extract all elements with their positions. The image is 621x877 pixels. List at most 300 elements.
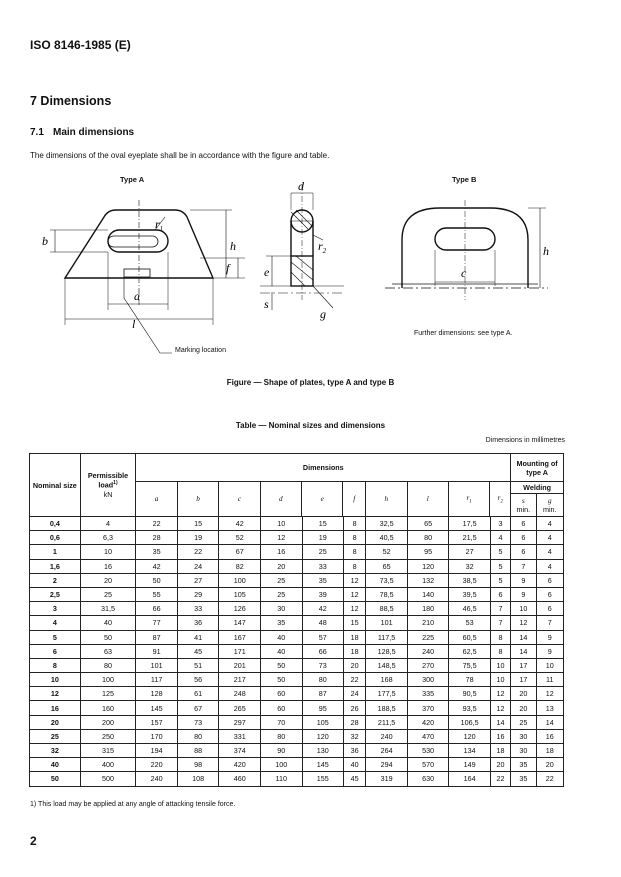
table-cell: 155 (302, 772, 344, 786)
table-cell: 225 (407, 630, 449, 644)
table-cell: 56 (177, 673, 219, 687)
table-cell: 3 (30, 602, 81, 616)
table-cell: 630 (407, 772, 449, 786)
table-cell: 22 (490, 772, 510, 786)
table-cell: 315 (80, 744, 136, 758)
table-cell: 8 (490, 644, 510, 658)
table-cell: 18 (536, 744, 564, 758)
dim-b-label: b (42, 234, 48, 248)
table-cell: 12 (536, 687, 564, 701)
table-cell: 180 (407, 602, 449, 616)
table-cell: 12 (344, 602, 366, 616)
table-cell: 16 (260, 545, 302, 559)
table-cell: 67 (219, 545, 261, 559)
table-cell: 1 (30, 545, 81, 559)
table-cell: 300 (407, 673, 449, 687)
section-title: 7 Dimensions (30, 94, 112, 108)
table-cell: 5 (490, 573, 510, 587)
table-cell: 16 (536, 729, 564, 743)
table-cell: 240 (366, 729, 408, 743)
table-cell: 4 (536, 545, 564, 559)
table-cell: 177,5 (366, 687, 408, 701)
table-cell: 27 (449, 545, 491, 559)
table-cell: 22 (177, 545, 219, 559)
sym-r1: $r_1$ (448, 482, 489, 516)
table-cell: 32 (449, 559, 491, 573)
table-cell: 22 (536, 772, 564, 786)
table-row (30, 772, 564, 786)
table-cell: 66 (136, 602, 178, 616)
table-cell: 217 (219, 673, 261, 687)
table-cell: 65 (366, 559, 408, 573)
table-cell: 6 (511, 517, 536, 531)
table-cell: 61 (177, 687, 219, 701)
page-number: 2 (30, 834, 37, 848)
table-cell: 10 (511, 602, 536, 616)
table-cell: 19 (302, 531, 344, 545)
table-cell: 10 (260, 517, 302, 531)
table-cell: 132 (407, 573, 449, 587)
table-cell: 52 (219, 531, 261, 545)
table-cell: 38,5 (449, 573, 491, 587)
dim-d-label: d (298, 180, 304, 193)
table-cell: 331 (219, 729, 261, 743)
table-cell: 2,5 (30, 587, 81, 601)
table-cell: 33 (177, 602, 219, 616)
table-row (30, 602, 564, 616)
table-cell: 93,5 (449, 701, 491, 715)
table-cell: 105 (302, 715, 344, 729)
table-cell: 101 (366, 616, 408, 630)
table-cell: 91 (136, 644, 178, 658)
table-cell: 42 (219, 517, 261, 531)
table-cell: 20 (30, 715, 81, 729)
table-cell: 9 (536, 630, 564, 644)
table-cell: 7 (511, 559, 536, 573)
table-cell: 66 (302, 644, 344, 658)
table-cell: 88 (177, 744, 219, 758)
table-cell: 36 (177, 616, 219, 630)
table-cell: 16 (80, 559, 136, 573)
table-cell: 149 (449, 758, 491, 772)
table-cell: 50 (136, 573, 178, 587)
header-permissible-load: Permissible load$^{1)}$ kN (80, 454, 136, 517)
table-cell: 4 (536, 531, 564, 545)
table-cell: 75,5 (449, 658, 491, 672)
table-cell: 32 (30, 744, 81, 758)
table-cell: 12 (344, 587, 366, 601)
table-cell: 8 (344, 559, 366, 573)
table-cell: 194 (136, 744, 178, 758)
document-id: ISO 8146-1985 (E) (30, 38, 131, 52)
table-cell: 20 (344, 658, 366, 672)
dim-l-label: l (132, 317, 136, 331)
table-cell: 87 (302, 687, 344, 701)
subsection-title: Main dimensions (53, 127, 135, 138)
table-cell: 10 (490, 673, 510, 687)
table-cell: 30 (511, 729, 536, 743)
table-cell: 22 (136, 517, 178, 531)
table-cell: 0,6 (30, 531, 81, 545)
table-cell: 53 (449, 616, 491, 630)
dim-h-b-label: h (543, 244, 549, 258)
table-cell: 87 (136, 630, 178, 644)
table-cell: 130 (302, 744, 344, 758)
table-row (30, 587, 564, 601)
table-cell: 18 (344, 644, 366, 658)
table-cell: 265 (219, 701, 261, 715)
table-cell: 4 (536, 559, 564, 573)
table-cell: 60 (260, 687, 302, 701)
table-cell: 4 (80, 517, 136, 531)
dim-c-label: c (461, 266, 467, 280)
figure-drawing (0, 180, 621, 380)
table-cell: 570 (407, 758, 449, 772)
table-cell: 400 (80, 758, 136, 772)
table-cell: 370 (407, 701, 449, 715)
table-cell: 128 (136, 687, 178, 701)
table-cell: 147 (219, 616, 261, 630)
table-row (30, 758, 564, 772)
dim-s-label: s (264, 297, 269, 311)
table-cell: 9 (511, 573, 536, 587)
dim-e-label: e (264, 265, 270, 279)
table-cell: 5 (490, 545, 510, 559)
table-cell: 1,6 (30, 559, 81, 573)
table-cell: 12 (260, 531, 302, 545)
table-cell: 70 (260, 715, 302, 729)
sym-c: c (219, 482, 260, 516)
dim-r2-label: $r_2$ (318, 239, 327, 255)
table-cell: 42 (302, 602, 344, 616)
table-cell: 29 (177, 587, 219, 601)
table-cell: 6 (490, 587, 510, 601)
table-cell: 35 (511, 758, 536, 772)
table-cell: 12 (344, 573, 366, 587)
table-cell: 160 (80, 701, 136, 715)
table-cell: 20 (490, 758, 510, 772)
table-row (30, 744, 564, 758)
table-cell: 108 (177, 772, 219, 786)
table-cell: 20 (511, 687, 536, 701)
table-cell: 60,5 (449, 630, 491, 644)
table-cell: 100 (219, 573, 261, 587)
table-cell: 171 (219, 644, 261, 658)
table-cell: 45 (344, 772, 366, 786)
table-cell: 42 (136, 559, 178, 573)
table-caption: Table — Nominal sizes and dimensions (235, 421, 386, 430)
table-cell: 264 (366, 744, 408, 758)
table-cell: 100 (260, 758, 302, 772)
table-cell: 73 (177, 715, 219, 729)
table-cell: 80 (80, 658, 136, 672)
table-cell: 18 (344, 630, 366, 644)
table-cell: 319 (366, 772, 408, 786)
table-cell: 117,5 (366, 630, 408, 644)
sym-a: a (154, 495, 159, 503)
table-cell: 57 (302, 630, 344, 644)
table-cell: 6 (511, 531, 536, 545)
table-row (30, 644, 564, 658)
table-cell: 52 (366, 545, 408, 559)
sym-r2: $r_2$ (490, 482, 510, 516)
table-cell: 32,5 (366, 517, 408, 531)
table-cell: 17,5 (449, 517, 491, 531)
dim-r1-label: $r_1$ (155, 217, 164, 233)
table-cell: 335 (407, 687, 449, 701)
table-cell: 35 (136, 545, 178, 559)
table-cell: 120 (302, 729, 344, 743)
type-b-plate (385, 200, 548, 300)
table-cell: 140 (407, 587, 449, 601)
table-cell: 167 (219, 630, 261, 644)
table-cell: 15 (302, 517, 344, 531)
table-cell: 20 (80, 573, 136, 587)
table-cell: 6,3 (80, 531, 136, 545)
table-cell: 40 (344, 758, 366, 772)
table-cell: 374 (219, 744, 261, 758)
table-cell: 530 (407, 744, 449, 758)
table-cell: 35 (511, 772, 536, 786)
table-cell: 7 (490, 602, 510, 616)
table-cell: 20 (536, 758, 564, 772)
table-cell: 45 (177, 644, 219, 658)
table-cell: 10 (536, 658, 564, 672)
table-cell: 82 (219, 559, 261, 573)
table-cell: 297 (219, 715, 261, 729)
table-row (30, 573, 564, 587)
table-cell: 4 (30, 616, 81, 630)
table-cell: 17 (511, 658, 536, 672)
table-cell: 30 (260, 602, 302, 616)
table-cell: 14 (490, 715, 510, 729)
table-cell: 200 (80, 715, 136, 729)
table-cell: 10 (30, 673, 81, 687)
table-cell: 33 (302, 559, 344, 573)
table-cell: 14 (511, 644, 536, 658)
table-cell: 120 (449, 729, 491, 743)
table-cell: 50 (80, 630, 136, 644)
table-cell: 16 (30, 701, 81, 715)
table-cell: 420 (219, 758, 261, 772)
table-cell: 90,5 (449, 687, 491, 701)
sym-f: f (343, 482, 366, 516)
table-row (30, 559, 564, 573)
table-cell: 170 (136, 729, 178, 743)
table-cell: 2 (30, 573, 81, 587)
table-cell: 7 (536, 616, 564, 630)
table-cell: 40,5 (366, 531, 408, 545)
table-cell: 77 (136, 616, 178, 630)
table-cell: 188,5 (366, 701, 408, 715)
dim-a-label: a (134, 289, 140, 303)
table-cell: 6 (536, 602, 564, 616)
table-cell: 240 (407, 644, 449, 658)
table-cell: 500 (80, 772, 136, 786)
table-cell: 15 (344, 616, 366, 630)
table-cell: 24 (177, 559, 219, 573)
table-cell: 248 (219, 687, 261, 701)
table-cell: 210 (407, 616, 449, 630)
type-a-label: Type A (120, 175, 145, 184)
table-cell: 50 (260, 658, 302, 672)
table-row (30, 729, 564, 743)
sym-l: l (407, 482, 448, 516)
table-cell: 157 (136, 715, 178, 729)
sym-d: d (260, 482, 301, 516)
table-cell: 32 (344, 729, 366, 743)
table-row (30, 616, 564, 630)
table-cell: 294 (366, 758, 408, 772)
table-cell: 18 (490, 744, 510, 758)
table-cell: 80 (407, 531, 449, 545)
table-cell: 125 (80, 687, 136, 701)
table-cell: 8 (344, 545, 366, 559)
marking-location-label: Marking location (175, 347, 226, 354)
table-cell: 20 (511, 701, 536, 715)
table-cell: 60 (260, 701, 302, 715)
table-cell: 78 (449, 673, 491, 687)
table-cell: 6 (536, 587, 564, 601)
table-cell: 25 (30, 729, 81, 743)
table-cell: 21,5 (449, 531, 491, 545)
sym-b: b (177, 482, 218, 516)
table-cell: 50 (30, 772, 81, 786)
table-cell: 39 (302, 587, 344, 601)
table-cell: 48 (302, 616, 344, 630)
table-cell: 0,4 (30, 517, 81, 531)
table-cell: 168 (366, 673, 408, 687)
sym-h: h (366, 482, 407, 516)
table-cell: 40 (80, 616, 136, 630)
table-cell: 28 (344, 715, 366, 729)
table-cell: 460 (219, 772, 261, 786)
table-cell: 65 (407, 517, 449, 531)
table-cell: 220 (136, 758, 178, 772)
table-cell: 12 (490, 701, 510, 715)
table-cell: 27 (177, 573, 219, 587)
table-cell: 41 (177, 630, 219, 644)
table-cell: 8 (490, 630, 510, 644)
table-cell: 26 (344, 701, 366, 715)
table-cell: 90 (260, 744, 302, 758)
table-cell: 80 (177, 729, 219, 743)
table-row (30, 517, 564, 531)
table-cell: 16 (490, 729, 510, 743)
table-cell: 5 (30, 630, 81, 644)
table-cell: 22 (344, 673, 366, 687)
table-cell: 28 (136, 531, 178, 545)
table-row (30, 715, 564, 729)
table-cell: 12 (30, 687, 81, 701)
table-cell: 95 (302, 701, 344, 715)
type-a-plate (50, 200, 245, 353)
table-cell: 50 (260, 673, 302, 687)
table-cell: 201 (219, 658, 261, 672)
table-cell: 95 (407, 545, 449, 559)
table-cell: 12 (511, 616, 536, 630)
table-cell: 250 (80, 729, 136, 743)
table-cell: 8 (30, 658, 81, 672)
table-cell: 25 (80, 587, 136, 601)
table-cell: 105 (219, 587, 261, 601)
table-cell: 134 (449, 744, 491, 758)
table-cell: 12 (490, 687, 510, 701)
table-cell: 110 (260, 772, 302, 786)
table-cell: 31,5 (80, 602, 136, 616)
table-cell: 13 (536, 701, 564, 715)
table-cell: 17 (511, 673, 536, 687)
table-unit-note: Dimensions in millimetres (485, 437, 565, 444)
table-cell: 35 (260, 616, 302, 630)
table-cell: 30 (511, 744, 536, 758)
dimensions-table (29, 453, 564, 787)
table-cell: 100 (80, 673, 136, 687)
table-row (30, 630, 564, 644)
table-row (30, 658, 564, 672)
table-cell: 8 (344, 531, 366, 545)
header-dimensions: Dimensions (136, 454, 511, 482)
further-dims-note: Further dimensions: see type A. (414, 330, 513, 337)
dim-h-label: h (230, 239, 236, 253)
table-cell: 126 (219, 602, 261, 616)
table-cell: 51 (177, 658, 219, 672)
table-cell: 55 (136, 587, 178, 601)
table-cell: 145 (136, 701, 178, 715)
type-b-label: Type B (452, 175, 477, 184)
table-cell: 25 (302, 545, 344, 559)
table-cell: 20 (260, 559, 302, 573)
table-cell: 25 (260, 587, 302, 601)
table-cell: 470 (407, 729, 449, 743)
table-cell: 3 (490, 517, 510, 531)
table-cell: 6 (511, 545, 536, 559)
table-cell: 78,5 (366, 587, 408, 601)
table-cell: 11 (536, 673, 564, 687)
table-cell: 73,5 (366, 573, 408, 587)
sym-s: s min. (511, 494, 536, 517)
header-mounting: Mounting of type A (511, 454, 564, 482)
table-cell: 8 (344, 517, 366, 531)
footnote: 1) This load may be applied at any angle of attacking tensile force. (30, 801, 236, 808)
table-cell: 98 (177, 758, 219, 772)
table-cell: 88,5 (366, 602, 408, 616)
table-cell: 117 (136, 673, 178, 687)
table-cell: 106,5 (449, 715, 491, 729)
table-cell: 5 (490, 559, 510, 573)
header-nominal-size: Nominal size (30, 454, 81, 517)
table-cell: 145 (302, 758, 344, 772)
table-cell: 4 (536, 517, 564, 531)
table-cell: 7 (490, 616, 510, 630)
table-cell: 40 (260, 630, 302, 644)
table-cell: 15 (177, 517, 219, 531)
table-cell: 6 (536, 573, 564, 587)
table-cell: 80 (302, 673, 344, 687)
table-cell: 9 (536, 644, 564, 658)
section-view (260, 185, 344, 310)
table-cell: 148,5 (366, 658, 408, 672)
table-row (30, 545, 564, 559)
table-cell: 19 (177, 531, 219, 545)
header-welding: Welding (511, 482, 564, 494)
table-cell: 80 (260, 729, 302, 743)
table-cell: 420 (407, 715, 449, 729)
table-row (30, 673, 564, 687)
figure-caption: Figure — Shape of plates, type A and type B (226, 378, 395, 387)
table-cell: 40 (30, 758, 81, 772)
table-cell: 14 (536, 715, 564, 729)
